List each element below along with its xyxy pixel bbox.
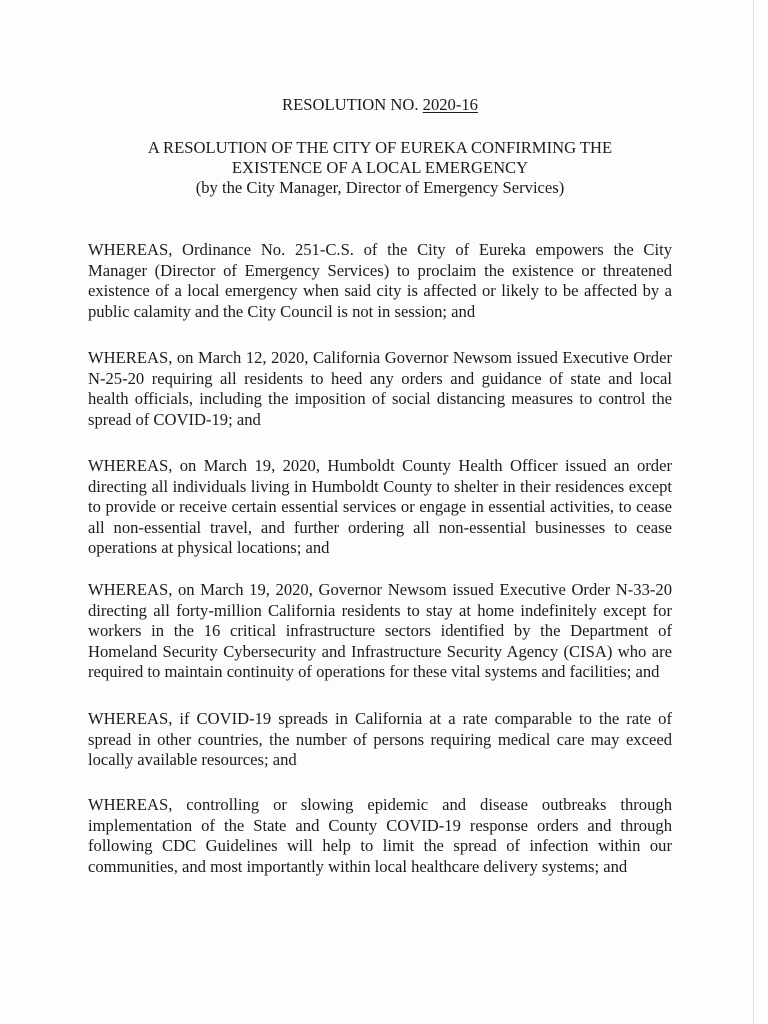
resolution-number-line	[90, 95, 670, 115]
resolution-label: RESOLUTION NO.	[282, 95, 419, 114]
whereas-paragraph-3: WHEREAS, on March 19, 2020, Humboldt County Health Officer issued an order directing all individuals living in Humboldt County to shelter in their residences except to provide or receive certain essential services or engage in essential activities, to cease all non-essential travel, and further ordering all non-essential businesses to cease operations at physical locations; and	[88, 456, 672, 557]
resolution-number: 2020-16	[422, 95, 478, 114]
whereas-paragraph-5: WHEREAS, if COVID-19 spreads in California at a rate comparable to the rate of spread in other countries, the number of persons requiring medical care may exceed locally available resources; and	[88, 709, 672, 769]
whereas-paragraph-6: WHEREAS, controlling or slowing epidemic and disease outbreaks through implementation of the State and County COVID-19 response orders and through following CDC Guidelines will help to limit the spread of infection within our communities, and most importantly within local healthcare delivery systems; and	[88, 795, 672, 876]
title-line-2: EXISTENCE OF A LOCAL EMERGENCY	[231, 158, 529, 177]
title-line-3: (by the City Manager, Director of Emergency Services)	[195, 178, 565, 197]
whereas-paragraph-2: WHEREAS, on March 12, 2020, California Governor Newsom issued Executive Order N-25-20 requiring all residents to heed any orders and guidance of state and local health officials, including the imposition of social distancing measures to control the spread of COVID-19; and	[88, 348, 672, 429]
page-edge	[753, 0, 754, 1024]
whereas-paragraph-4: WHEREAS, on March 19, 2020, Governor Newsom issued Executive Order N-33-20 directing all forty-million California residents to stay at home indefinitely except for workers in the 16 critical infrastructure sectors identified by the Department of Homeland Security Cybersecurity and Infrastructure Security Agency (CISA) who are required to maintain continuity of operations for these vital systems and facilities; and	[88, 580, 672, 681]
resolution-title	[90, 138, 670, 198]
whereas-paragraph-1: WHEREAS, Ordinance No. 251-C.S. of the City of Eureka empowers the City Manager (Director of Emergency Services) to proclaim the existence or threatened existence of a local emergency when said city is affected or likely to be affected by a public calamity and the City Council is not in session; and	[88, 240, 672, 321]
title-line-1: A RESOLUTION OF THE CITY OF EUREKA CONFIRMING THE	[147, 138, 613, 157]
